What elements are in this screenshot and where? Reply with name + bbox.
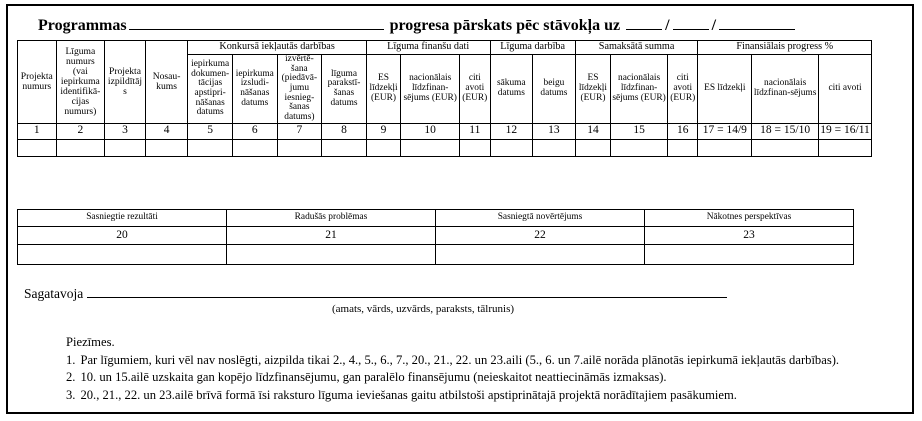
cell-nacionalais-lidzfinansejums-eur[interactable] — [401, 139, 460, 156]
results-cell-sasniegtie-rezultati[interactable] — [18, 245, 227, 265]
cell-progress-es-lidzekli[interactable] — [698, 139, 752, 156]
column-number-10: 10 — [401, 123, 460, 139]
column-header-nacionalais-lidzfinansejums-eur: nacionālais līdzfinan-sējums (EUR) — [401, 55, 460, 124]
results-header-row — [18, 210, 854, 227]
column-header-izvertesana-datums: izvērtē-šana (piedāvā-jumu iesnieg-šanas datums) — [277, 55, 322, 124]
notes-heading: Piezīmes. — [66, 335, 115, 349]
group-header-liguma-finansu-dati: Līguma finanšu dati — [366, 41, 490, 55]
signature-caption: (amats, vārds, uzvārds, paraksts, tālrunis) — [331, 303, 515, 315]
programme-name-blank[interactable] — [129, 14, 384, 30]
note-text-3: 20., 21., 22. un 23.ailē brīvā formā īsi raksturo līguma ieviešanas gaitu atbilstoši apstiprinātajā projektā norādītajiem pasākumiem. — [80, 387, 737, 402]
page-title: Programmas — [38, 17, 127, 34]
results-column-header-sasniegta-novertejums: Sasniegtā novērtējums — [436, 210, 645, 227]
signature-line — [8, 284, 916, 302]
notes-section — [22, 334, 906, 405]
column-number-5: 5 — [188, 123, 233, 139]
cell-samaksata-nacionalais-lidzfinansejums-eur[interactable] — [611, 139, 668, 156]
note-text-2: 10. un 15.ailē uzskaita gan kopējo līdzfinansējumu, gan paralēlo finansējumu (neieskaitot neattiecināmās izmaksas). — [80, 370, 667, 385]
results-cell-nakotnes-perspektivas[interactable] — [645, 245, 854, 265]
results-column-number-23: 23 — [645, 227, 854, 245]
cell-projekta-izpilditajs[interactable] — [105, 139, 146, 156]
cell-samaksata-citi-avoti-eur[interactable] — [667, 139, 697, 156]
table-column-number-row — [18, 123, 872, 139]
column-header-liguma-parakstisanas-datums: līguma parakstī-šanas datums — [322, 55, 367, 124]
column-number-6: 6 — [232, 123, 277, 139]
title-middle-text: progresa pārskats pēc stāvokļa uz — [389, 17, 621, 34]
column-header-samaksata-citi-avoti-eur: citi avoti (EUR) — [667, 55, 697, 124]
column-number-14: 14 — [575, 123, 610, 139]
column-header-samaksata-es-lidzekli-eur: ES līdzekļi (EUR) — [575, 55, 610, 124]
main-report-table — [17, 40, 872, 157]
table-group-header-row — [18, 41, 872, 55]
column-header-iepirkuma-dokumentacijas-datums: iepirkuma dokumen-tācijas apstipri-nāšanas datums — [188, 55, 233, 124]
cell-sakuma-datums[interactable] — [490, 139, 533, 156]
group-header-liguma-darbiba: Līguma darbība — [490, 41, 575, 55]
note-item — [22, 352, 906, 370]
column-header-nosaukums: Nosau-kums — [145, 41, 188, 124]
column-header-citi-avoti-eur: citi avoti (EUR) — [460, 55, 490, 124]
results-cell-radusas-problemas[interactable] — [227, 245, 436, 265]
column-number-7: 7 — [277, 123, 322, 139]
results-number-row — [18, 227, 854, 245]
cell-progress-citi-avoti[interactable] — [819, 139, 872, 156]
date-year-blank[interactable] — [719, 14, 795, 30]
cell-progress-nacionalais-lidzfinansejums[interactable] — [752, 139, 819, 156]
column-header-liguma-numurs: Līguma numurs (vai iepirkuma identifikā-cijas numurs) — [56, 41, 105, 124]
results-cell-sasniegta-novertejums[interactable] — [436, 245, 645, 265]
results-column-number-21: 21 — [227, 227, 436, 245]
document-page-frame — [6, 4, 914, 414]
note-number-3: 3. — [66, 387, 76, 402]
column-number-13: 13 — [533, 123, 576, 139]
date-separator-1: / — [665, 17, 670, 34]
date-separator-2: / — [711, 17, 717, 34]
results-column-header-sasniegtie-rezultati: Sasniegtie rezultāti — [18, 210, 227, 227]
note-number-1: 1. — [66, 352, 76, 367]
column-number-19: 19 = 16/11 — [819, 123, 872, 139]
column-number-16: 16 — [667, 123, 697, 139]
note-item — [22, 369, 906, 387]
cell-citi-avoti-eur[interactable] — [460, 139, 490, 156]
column-number-11: 11 — [460, 123, 490, 139]
column-header-samaksata-nacionalais-lidzfinansejums-eur: nacionālais līdzfinan-sējums (EUR) — [611, 55, 668, 124]
group-header-samaksata-summa: Samaksātā summa — [575, 41, 698, 55]
column-number-15: 15 — [611, 123, 668, 139]
column-header-sakuma-datums: sākuma datums — [490, 55, 533, 124]
cell-es-lidzekli-eur[interactable] — [366, 139, 400, 156]
column-header-projekta-numurs: Projekta numurs — [18, 41, 57, 124]
results-table-row — [18, 245, 854, 265]
date-month-blank[interactable] — [673, 14, 709, 30]
cell-projekta-numurs[interactable] — [18, 139, 57, 156]
column-number-1: 1 — [18, 123, 57, 139]
cell-iepirkuma-izsludinasanas-datums[interactable] — [232, 139, 277, 156]
column-header-progress-nacionalais-lidzfinansejums: nacionālais līdzfinan-sējums — [752, 55, 819, 124]
cell-liguma-parakstisanas-datums[interactable] — [322, 139, 367, 156]
column-header-projekta-izpilditajs: Projekta izpildītājs — [105, 41, 146, 124]
column-header-es-lidzekli-eur: ES līdzekļi (EUR) — [366, 55, 400, 124]
group-header-finansialais-progress: Finansiālais progress % — [698, 41, 872, 55]
column-header-beigu-datums: beigu datums — [533, 55, 576, 124]
column-number-17: 17 = 14/9 — [698, 123, 752, 139]
column-number-9: 9 — [366, 123, 400, 139]
signature-blank[interactable] — [87, 284, 727, 298]
document-title-line — [8, 14, 916, 40]
column-number-12: 12 — [490, 123, 533, 139]
signature-label: Sagatavoja — [24, 286, 84, 301]
column-header-progress-citi-avoti: citi avoti — [819, 55, 872, 124]
column-number-8: 8 — [322, 123, 367, 139]
cell-beigu-datums[interactable] — [533, 139, 576, 156]
column-number-3: 3 — [105, 123, 146, 139]
column-header-progress-es-lidzekli: ES līdzekļi — [698, 55, 752, 124]
note-number-2: 2. — [66, 370, 76, 385]
table-row — [18, 139, 872, 156]
note-text-1: Par līgumiem, kuri vēl nav noslēgti, aizpilda tikai 2., 4., 5., 6., 7., 20., 21., 22. un 23.aili (5., 6. un 7.ailē norāda plānotās iepirkumā iekļautās darbības). — [80, 352, 840, 367]
results-table — [17, 209, 854, 265]
column-number-18: 18 = 15/10 — [752, 123, 819, 139]
date-day-blank[interactable] — [626, 14, 662, 30]
group-header-konkursa-darbibas: Konkursā iekļautās darbības — [188, 41, 366, 55]
cell-liguma-numurs[interactable] — [56, 139, 105, 156]
cell-nosaukums[interactable] — [145, 139, 188, 156]
results-column-number-20: 20 — [18, 227, 227, 245]
column-number-2: 2 — [56, 123, 105, 139]
results-column-number-22: 22 — [436, 227, 645, 245]
column-number-4: 4 — [145, 123, 188, 139]
note-item — [22, 387, 906, 405]
cell-iepirkuma-dokumentacijas-datums[interactable] — [188, 139, 233, 156]
signature-block — [8, 284, 916, 315]
column-header-iepirkuma-izsludinasanas-datums: iepirkuma izsludi-nāšanas datums — [232, 55, 277, 124]
cell-samaksata-es-lidzekli-eur[interactable] — [575, 139, 610, 156]
results-column-header-nakotnes-perspektivas: Nākotnes perspektīvas — [645, 210, 854, 227]
cell-izvertesana-datums[interactable] — [277, 139, 322, 156]
results-column-header-radusas-problemas: Radušās problēmas — [227, 210, 436, 227]
